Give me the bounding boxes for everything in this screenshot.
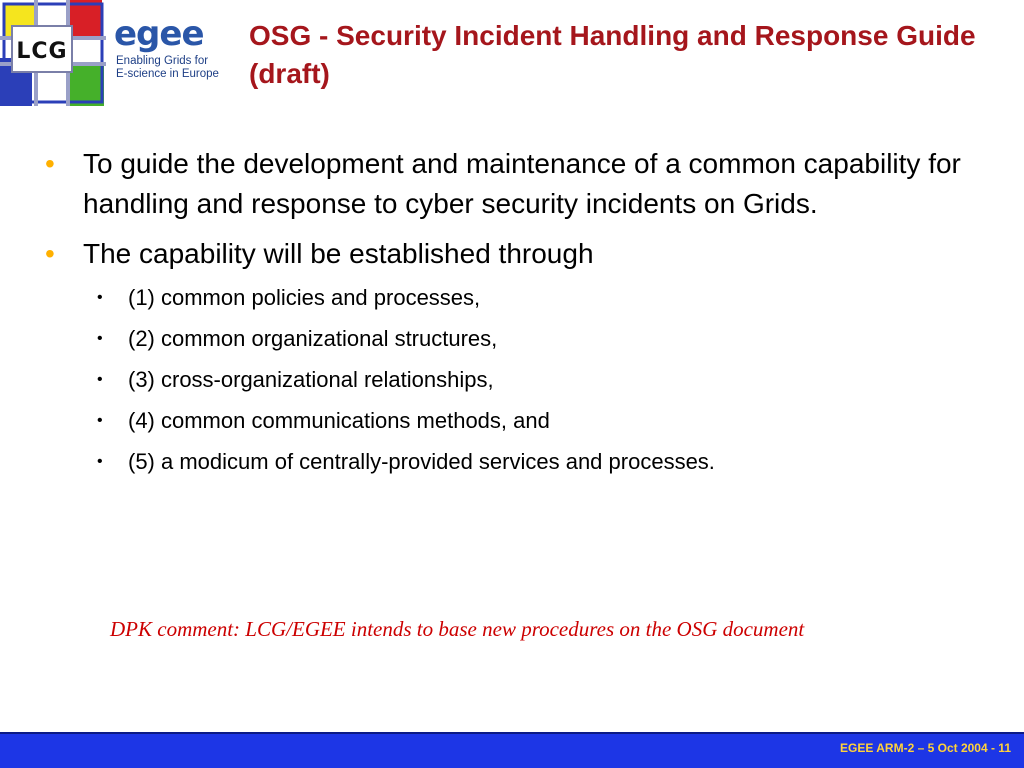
slide-content bbox=[45, 144, 1005, 489]
bullet-level2 bbox=[45, 284, 1005, 312]
bullet-level2 bbox=[45, 325, 1005, 353]
bullet-dot-icon: • bbox=[45, 148, 55, 179]
sub-bullet-text: (3) cross-organizational relationships, bbox=[128, 367, 494, 392]
bullet-level2 bbox=[45, 407, 1005, 435]
bullet-level2 bbox=[45, 448, 1005, 476]
sub-bullet-text: (5) a modicum of centrally-provided services and processes. bbox=[128, 449, 715, 474]
egee-logo-tagline bbox=[116, 55, 219, 81]
sub-bullet-dot-icon: • bbox=[97, 371, 103, 388]
egee-logo-wordmark: egee bbox=[114, 14, 204, 54]
sub-bullet-text: (1) common policies and processes, bbox=[128, 285, 481, 310]
bullet-level1 bbox=[45, 234, 1005, 274]
bullet-dot-icon: • bbox=[45, 238, 55, 269]
slide-title: OSG - Security Incident Handling and Response Guide (draft) bbox=[249, 20, 976, 89]
sub-bullet-text: (4) common communications methods, and bbox=[128, 408, 550, 433]
bullet-level1 bbox=[45, 144, 1005, 224]
sub-bullet-text: (2) common organizational structures, bbox=[128, 326, 498, 351]
footer-text: EGEE ARM-2 – 5 Oct 2004 - 11 bbox=[840, 741, 1011, 755]
dpk-comment: DPK comment: LCG/EGEE intends to base new procedures on the OSG document bbox=[110, 617, 805, 641]
bullet-text: The capability will be established through bbox=[83, 238, 594, 269]
sub-bullet-dot-icon: • bbox=[97, 330, 103, 347]
bullet-text: To guide the development and maintenance of a common capability for handling and response to cyber security incidents on Grids. bbox=[83, 148, 961, 219]
lcg-logo-text: LCG bbox=[16, 39, 68, 64]
egee-logo bbox=[114, 14, 232, 84]
bullet-level2 bbox=[45, 366, 1005, 394]
footer-bar bbox=[0, 732, 1024, 768]
sub-bullet-dot-icon: • bbox=[97, 453, 103, 470]
sub-bullet-dot-icon: • bbox=[97, 289, 103, 306]
lcg-logo bbox=[0, 0, 106, 106]
egee-tagline-line2: E-science in Europe bbox=[116, 68, 219, 80]
egee-tagline-line1: Enabling Grids for bbox=[116, 55, 209, 67]
sub-bullet-dot-icon: • bbox=[97, 412, 103, 429]
